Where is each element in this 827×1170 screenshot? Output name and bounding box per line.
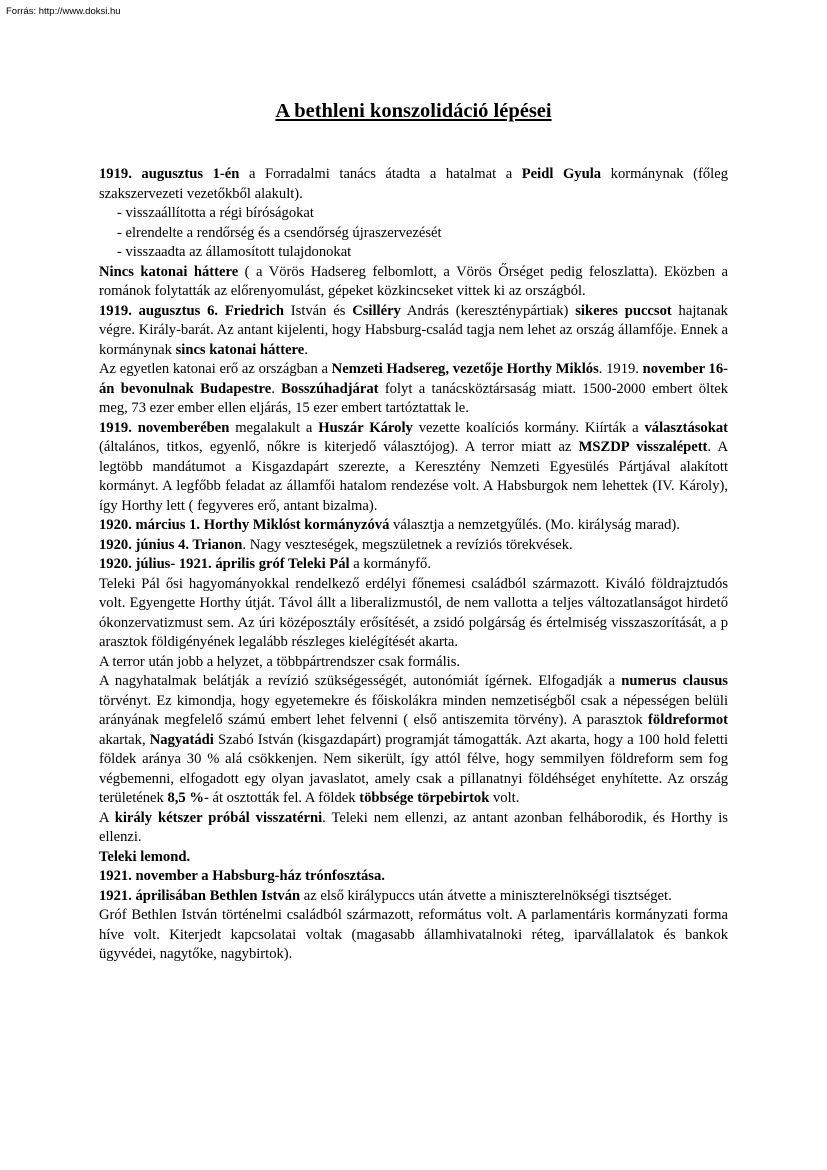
bold-text: november 16-án bevonulnak Budapestre: [99, 361, 728, 397]
text-run: a kormányfő.: [349, 556, 432, 572]
text-run: - visszaadta az államosított tulajdonokat: [117, 244, 352, 260]
text-run: . 1919.: [598, 361, 643, 377]
text-run: Teleki Pál ősi hagyományokkal rendelkező erdélyi főnemesi családból származott. Kiváló földrajztudós volt. Egyengette Horthy útját. Távol állt a liberalizmustól, de nem vallotta a teljes változatlanságot hirdető ókonzervatizmust sem. Az úri középosztály erősítését, a zsidó polgárság és értelmiség visszaszorítását, a p arasztok földigényének legalább részleges kielégítését akarta.: [99, 575, 728, 650]
text-run: A: [99, 809, 115, 826]
bold-text: földreformot: [648, 712, 728, 728]
paragraph: [99, 536, 728, 556]
text-run: választja a nemzetgyűlés. (Mo. királyság marad).: [389, 517, 680, 533]
text-run: folyt a tanácsköztársaság miatt. 1500-2000 embert öltek meg, 73 ezer ember ellen eljárás, 15 ezer embert tartóztattak le.: [99, 380, 728, 416]
bold-text: 1921. november a Habsburg-ház trónfosztása.: [99, 868, 385, 884]
list-item: [99, 243, 728, 263]
bold-text: 1919. augusztus 1-én: [99, 166, 240, 182]
bold-text: numerus clausus: [621, 673, 728, 689]
bold-text: Nincs katonai háttere: [99, 263, 239, 280]
bold-text: MSZDP visszalépett: [578, 439, 708, 455]
text-run: át osztották fel. A földek: [208, 790, 360, 806]
bold-text: 1920. július- 1921. április gróf Teleki Pál: [99, 556, 350, 572]
text-run: A terror után jobb a helyzet, a többpártrendszer csak formális.: [99, 653, 461, 670]
paragraph: [99, 555, 728, 575]
bold-text: Bosszúhadjárat: [281, 380, 379, 397]
bold-text: Peidl Gyula: [521, 166, 602, 182]
paragraph: [99, 906, 728, 965]
bold-text: többsége törpebirtok: [359, 790, 490, 806]
paragraph: [99, 263, 728, 302]
bold-text: 1919. augusztus 6. Friedrich: [99, 302, 284, 319]
text-run: .: [271, 380, 282, 397]
bold-text: 8,5 %-: [167, 790, 209, 806]
bold-text: sincs katonai háttere: [175, 341, 305, 358]
text-run: . Teleki nem ellenzi, az antant azonban felháborodik, és Horthy is ellenzi.: [99, 809, 728, 845]
text-run: Az egyetlen katonai erő az országban a: [99, 361, 332, 377]
text-run: Gróf Bethlen István történelmi családból származott, református volt. A parlamentáris kormányzati forma híve volt. Kiterjedt kapcsolatai voltak (magasabb államhivatalnoki réteg, iparvállalatok és bankok ügyvédei, nagytőke, nagybirtok).: [99, 907, 728, 962]
text-run: (általános, titkos, egyenlő, nőkre is kiterjedő választójog). A terror miatt az: [99, 439, 579, 455]
bold-text: választásokat: [644, 419, 728, 436]
bold-text: Teleki lemond.: [99, 848, 191, 865]
text-run: törvényt. Ez kimondja, hogy egyetemekre és főiskolákra minden nemzetiségből csak a népességen belüli arányának megfelelő számú embert lehet felvenni ( első antiszemita törvény). A parasztok: [99, 692, 728, 728]
text-run: ( a Vörös Hadsereg felbomlott, a Vörös Őrséget pedig feloszlatta). Eközben a románok folytatták az előrenyomulást, gépeket közkincseket vittek ki az országból.: [99, 263, 728, 299]
bold-text: 1920. március 1. Horthy Miklóst kormányzóvá: [99, 517, 390, 533]
paragraph: [99, 867, 728, 887]
text-run: volt.: [489, 790, 520, 806]
text-run: András (kereszténypártiak): [400, 302, 576, 319]
bold-text: Nagyatádi: [149, 731, 214, 748]
source-label: Forrás: http://www.doksi.hu: [6, 6, 121, 17]
document-body: [99, 165, 728, 965]
paragraph: [99, 809, 728, 848]
list-item: [99, 224, 728, 244]
page-title: A bethleni konszolidáció lépései: [275, 100, 552, 122]
paragraph: [99, 653, 728, 673]
text-run: - visszaállította a régi bíróságokat: [117, 205, 314, 221]
text-run: hajtanak végre. Király-barát. Az antant kijelenti, hogy Habsburg-család tagja nem lehet az ország államfője. Ennek a kormánynak: [99, 302, 728, 358]
paragraph: [99, 848, 728, 868]
text-run: A nagyhatalmak belátják a revízió szükségességét, autonómiát ígérnek. Elfogadják a: [99, 673, 622, 689]
bold-text: 1919. novemberében: [99, 419, 230, 436]
paragraph: [99, 419, 728, 517]
paragraph: [99, 887, 728, 907]
paragraph: [99, 672, 728, 809]
bold-text: 1920. június 4. Trianon: [99, 536, 243, 553]
text-run: Szabó István (kisgazdapárt) programját támogatták. Azt akarta, hogy a 100 hold feletti földek aránya 30 % alá csökkenjen. Nem sikerült, így attól félve, hogy semmilyen földreform sem fog végbemenni, elfogadott egy olyan javaslatot, amely csak a pillanatnyi földéhséget enyhítette. Az ország területének: [99, 731, 728, 806]
paragraph: [99, 360, 728, 419]
paragraph: [99, 165, 728, 204]
bold-text: sikeres puccsot: [575, 302, 672, 319]
text-run: - elrendelte a rendőrség és a csendőrség újraszervezését: [117, 224, 442, 241]
bold-text: 1921. áprilisában Bethlen István: [99, 887, 301, 904]
text-run: az első királypuccs után átvette a miniszterelnökségi tisztséget.: [300, 887, 672, 904]
bold-text: Nemzeti Hadsereg, vezetője Horthy Miklós: [331, 361, 599, 377]
text-run: a Forradalmi tanács átadta a hatalmat a: [239, 166, 522, 182]
text-run: . Nagy veszteségek, megszületnek a revíziós törekvések.: [242, 536, 573, 553]
bold-text: király kétszer próbál visszatérni: [114, 809, 323, 826]
text-run: István és: [283, 302, 353, 319]
paragraph: [99, 516, 728, 536]
text-run: megalakult a: [229, 419, 319, 436]
text-run: kormánynak (főleg szakszervezeti vezetőkből alakult).: [99, 166, 729, 202]
text-run: vezette koalíciós kormány. Kiírták a: [412, 419, 645, 436]
paragraph: [99, 575, 728, 653]
bold-text: Huszár Károly: [318, 419, 413, 436]
text-run: akartak,: [99, 731, 150, 748]
paragraph: [99, 302, 728, 361]
text-run: .: [304, 341, 308, 358]
list-item: [99, 204, 728, 224]
bold-text: Csilléry: [352, 302, 401, 319]
text-run: . A legtöbb mandátumot a Kisgazdapárt szerezte, a Keresztény Nemzeti Egyesülés Pártjával alakított kormányt. A legfőbb feladat az államfői hatalom rendezése volt. A Habsburgok nem lehettek (IV. Károly), így Horthy lett ( fegyveres erő, antant bizalma).: [99, 439, 729, 514]
